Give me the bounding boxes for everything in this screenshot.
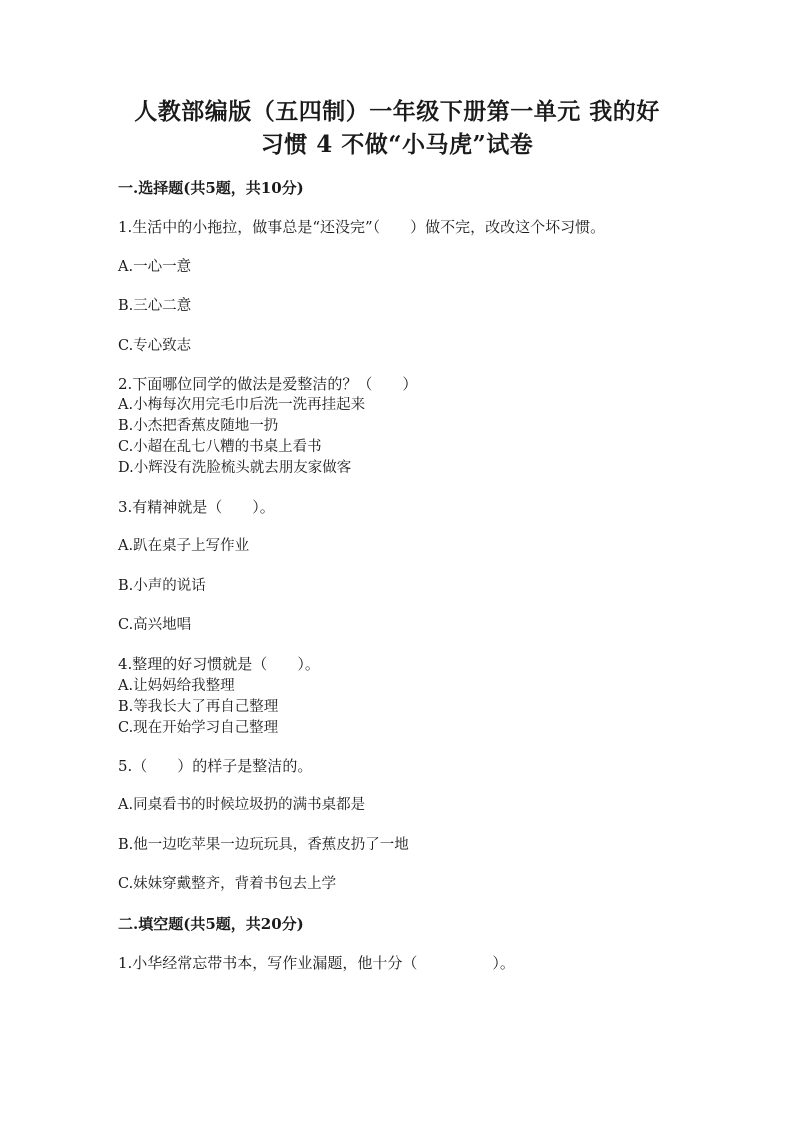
question-text: 3.有精神就是（ ）。: [118, 498, 275, 516]
question-option: D.小辉没有洗脸梳头就去朋友家做客: [118, 460, 352, 476]
question-option: A.趴在桌子上写作业: [118, 538, 250, 554]
question-option: B.三心二意: [118, 298, 192, 314]
question-option: C.专心致志: [118, 338, 192, 354]
section-heading-choice: 一.选择题(共5题，共10分): [118, 179, 304, 197]
question-text: 1.小华经常忘带书本，写作业漏题，他十分（ ）。: [118, 954, 515, 972]
question-text: 5.（ ）的样子是整洁的。: [118, 757, 313, 775]
question-option: A.一心一意: [118, 259, 192, 275]
question-option: B.小杰把香蕉皮随地一扔: [118, 418, 279, 434]
question-option: B.小声的说话: [118, 578, 206, 594]
question-option: C.高兴地唱: [118, 617, 192, 633]
question-option: A.让妈妈给我整理: [118, 678, 235, 694]
question-option: B.等我长大了再自己整理: [118, 699, 279, 715]
question-option: A.同桌看书的时候垃圾扔的满书桌都是: [118, 797, 366, 813]
exam-title-line-1: 人教部编版（五四制）一年级下册第一单元 我的好: [134, 98, 660, 125]
question-option: C.小超在乱七八糟的书桌上看书: [118, 439, 322, 455]
question-text: 2.下面哪位同学的做法是爱整洁的？（ ）: [118, 375, 418, 393]
question-option: A.小梅每次用完毛巾后洗一洗再挂起来: [118, 397, 366, 413]
question-option: C.妹妹穿戴整齐，背着书包去上学: [118, 876, 337, 892]
section-heading-fill-blank: 二.填空题(共5题，共20分): [118, 915, 304, 933]
question-option: C.现在开始学习自己整理: [118, 720, 279, 736]
question-text: 1.生活中的小拖拉，做事总是“还没完”（ ）做不完，改改这个坏习惯。: [118, 218, 606, 236]
question-option: B.他一边吃苹果一边玩玩具，香蕉皮扔了一地: [118, 837, 409, 853]
exam-title-line-2: 习惯 4 不做“小马虎”试卷: [260, 131, 534, 158]
question-text: 4.整理的好习惯就是（ ）。: [118, 655, 320, 673]
